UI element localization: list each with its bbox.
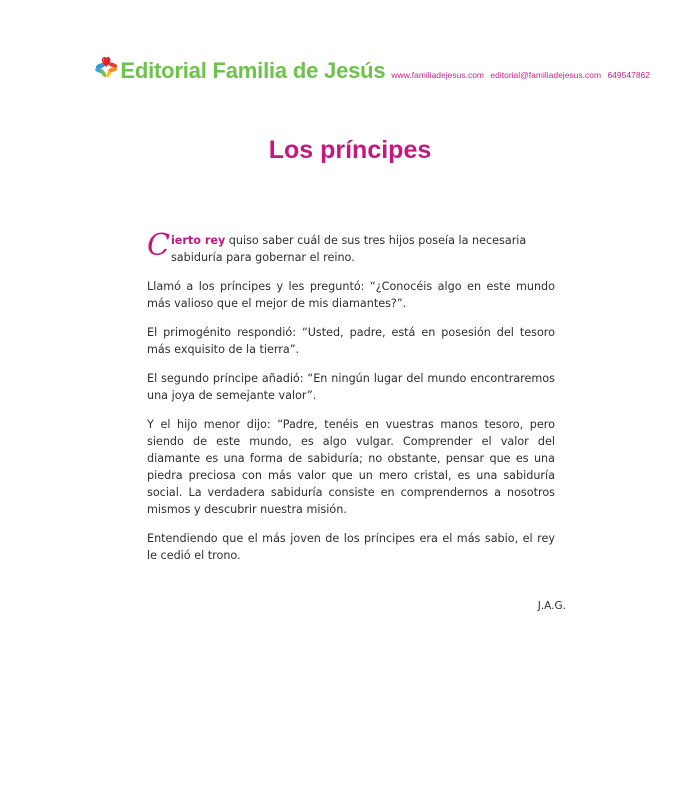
- publisher-name: Editorial Familia de Jesús: [120, 58, 386, 83]
- story-paragraph-4: El segundo príncipe añadió: “En ningún lugar del mundo encontraremos una joya de semejante valor”.: [147, 372, 555, 402]
- story-paragraph-6: Entendiendo que el más joven de los príncipes era el más sabio, el rey le cedió el trono.: [147, 532, 555, 562]
- publisher-header: [94, 38, 654, 90]
- phone-number: 649547862: [607, 70, 650, 80]
- contact-info: [391, 70, 654, 80]
- hearts-hands-logo: [94, 38, 118, 90]
- page-title: Los príncipes: [268, 136, 432, 164]
- email-link[interactable]: editorial@familiadejesus.com: [490, 70, 602, 80]
- author-signature: J.A.G.: [537, 600, 566, 612]
- story-paragraph-2: Llamó a los príncipes y les preguntó: “¿Conocéis algo en este mundo más valioso que el mejor de mis diamantes?”.: [147, 280, 555, 310]
- website-link[interactable]: www.familiadejesus.com: [391, 70, 485, 80]
- story-paragraph-5: Y el hijo menor dijo: “Padre, tenéis en vuestras manos tesoro, pero siendo de este mundo, es algo vulgar. Comprender el valor del diamante es una forma de sabiduría; no obstante, pensar que es una piedra preciosa con más valor que un mero cristal, es una sabiduría social. La verdadera sabiduría consiste en comprendernos a nosotros mismos y descubrir nuestra misión.: [147, 418, 555, 516]
- story-paragraph-3: El primogénito respondió: “Usted, padre, está en posesión del tesoro más exquisito de la tierra”.: [147, 326, 555, 356]
- story-body: [147, 228, 555, 576]
- drop-cap: C: [147, 228, 170, 263]
- paragraph-1-text: quiso saber cuál de sus tres hijos poseía la necesaria sabiduría para gobernar el reino.: [170, 234, 527, 264]
- story-paragraph-1: [147, 228, 555, 266]
- lead-words: ierto rey: [170, 234, 226, 247]
